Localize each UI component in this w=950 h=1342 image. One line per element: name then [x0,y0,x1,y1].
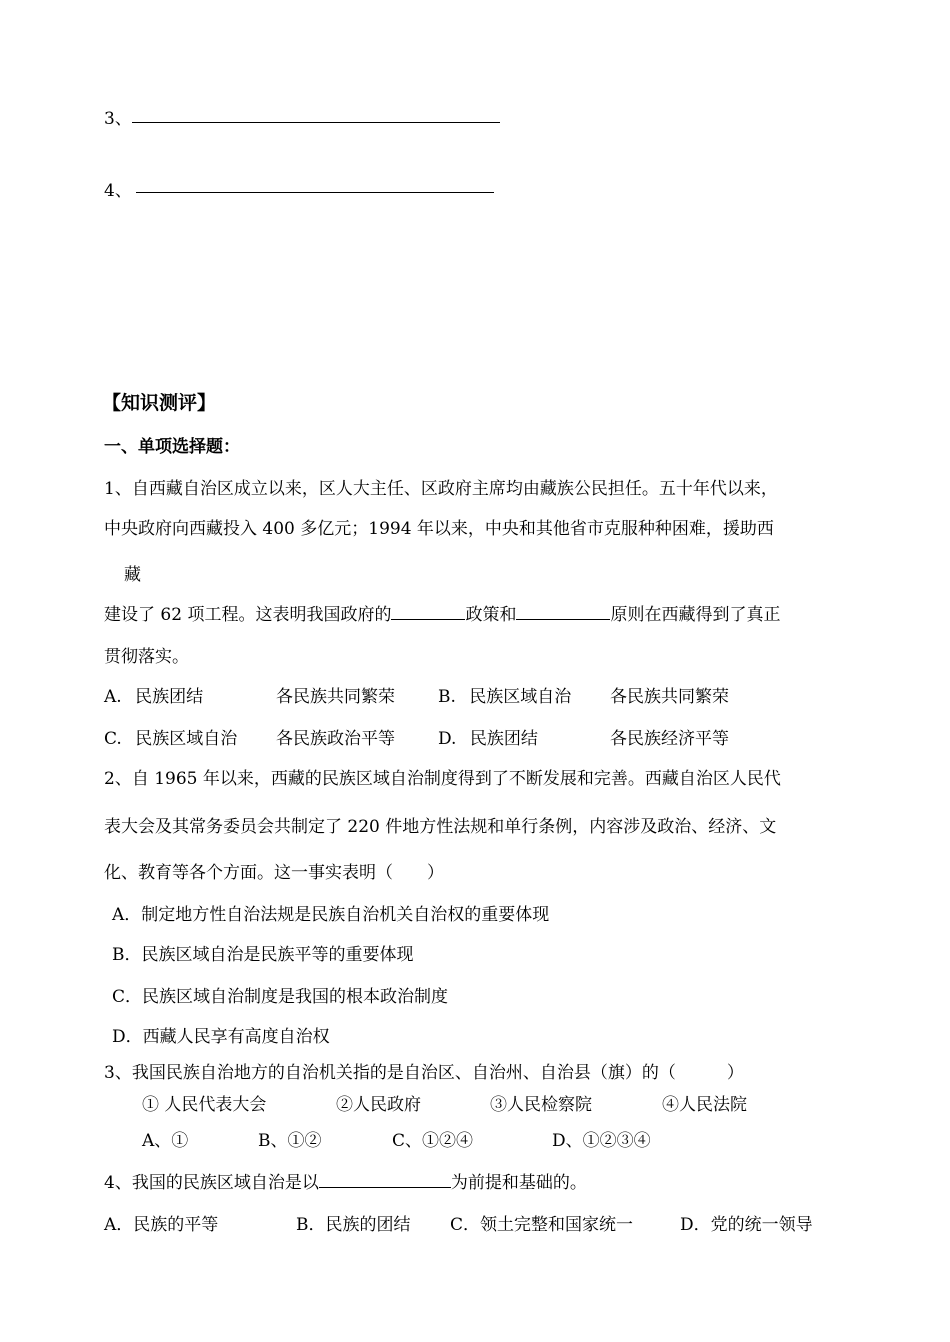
q2-option-d[interactable]: D．西藏人民享有高度自治权 [112,1027,330,1047]
q1-line: 建设了 62 项工程。这表明我国政府的 政策和 原则在西藏得到了真正 [104,605,781,625]
q4-option-c[interactable]: C．领土完整和国家统一 [450,1215,634,1235]
item-number: 4、 [104,181,132,201]
section-title: 【知识测评】 [102,392,217,414]
q3-item-2: ②人民政府 [336,1095,421,1115]
item-number: 3、 [104,109,132,129]
item-3 [104,104,132,129]
q1-line: 中央政府向西藏投入 400 多亿元；1994 年以来，中央和其他省市克服种种困难，援助西 [104,519,774,539]
q2-option-b[interactable]: B．民族区域自治是民族平等的重要体现 [112,945,414,965]
part-title: 一、单项选择题： [104,437,240,457]
q1-line: 藏 [124,565,141,585]
fill-blank[interactable] [319,1186,451,1188]
q4-option-b[interactable]: B．民族的团结 [296,1215,411,1235]
q3-item-4: ④人民法院 [662,1095,747,1115]
q2-option-a[interactable]: A．制定地方性自治法规是民族自治机关自治权的重要体现 [112,905,550,925]
q1-option-c-text: 各民族政治平等 [276,729,395,749]
q1-option-d[interactable]: D. 民族团结 [438,729,538,749]
q3-item-3: ③人民检察院 [490,1095,592,1115]
answer-line[interactable] [136,192,494,193]
q1-option-c[interactable]: C. 民族区域自治 [104,729,238,749]
q2-line: 表大会及其常务委员会共制定了 220 件地方性法规和单行条例，内容涉及政治、经济、文 [104,817,777,837]
q1-option-d-text: 各民族经济平等 [610,729,729,749]
answer-line[interactable] [132,122,500,123]
fill-blank[interactable] [516,618,610,620]
q1-option-a-text: 各民族共同繁荣 [276,687,395,707]
q3-option-c[interactable]: C、①②④ [392,1131,474,1151]
q3-item-1: ① 人民代表大会 [142,1095,267,1115]
q2-option-c[interactable]: C．民族区域自治制度是我国的根本政治制度 [112,987,449,1007]
q4-option-d[interactable]: D．党的统一领导 [680,1215,813,1235]
q3-option-b[interactable]: B、①② [258,1131,322,1151]
item-4 [104,176,132,201]
fill-blank[interactable] [391,618,465,620]
q3-line: 3、我国民族自治地方的自治机关指的是自治区、自治州、自治县（旗）的（ ） [104,1063,744,1083]
q3-option-a[interactable]: A、① [142,1131,189,1151]
q4-option-a[interactable]: A．民族的平等 [104,1215,219,1235]
q1-line: 贯彻落实。 [104,647,189,667]
q1-line: 1、自西藏自治区成立以来，区人大主任、区政府主席均由藏族公民担任。五十年代以来， [104,479,778,499]
q2-line: 2、自 1965 年以来，西藏的民族区域自治制度得到了不断发展和完善。西藏自治区人民代 [104,769,781,789]
q3-option-d[interactable]: D、①②③④ [552,1131,651,1151]
q2-line: 化、教育等各个方面。这一事实表明（ ） [104,863,444,883]
q4-line: 4、我国的民族区域自治是以 为前提和基础的。 [104,1173,587,1193]
q1-option-a[interactable]: A. 民族团结 [104,687,204,707]
q1-option-b[interactable]: B. 民族区域自治 [438,687,572,707]
q1-option-b-text: 各民族共同繁荣 [610,687,729,707]
